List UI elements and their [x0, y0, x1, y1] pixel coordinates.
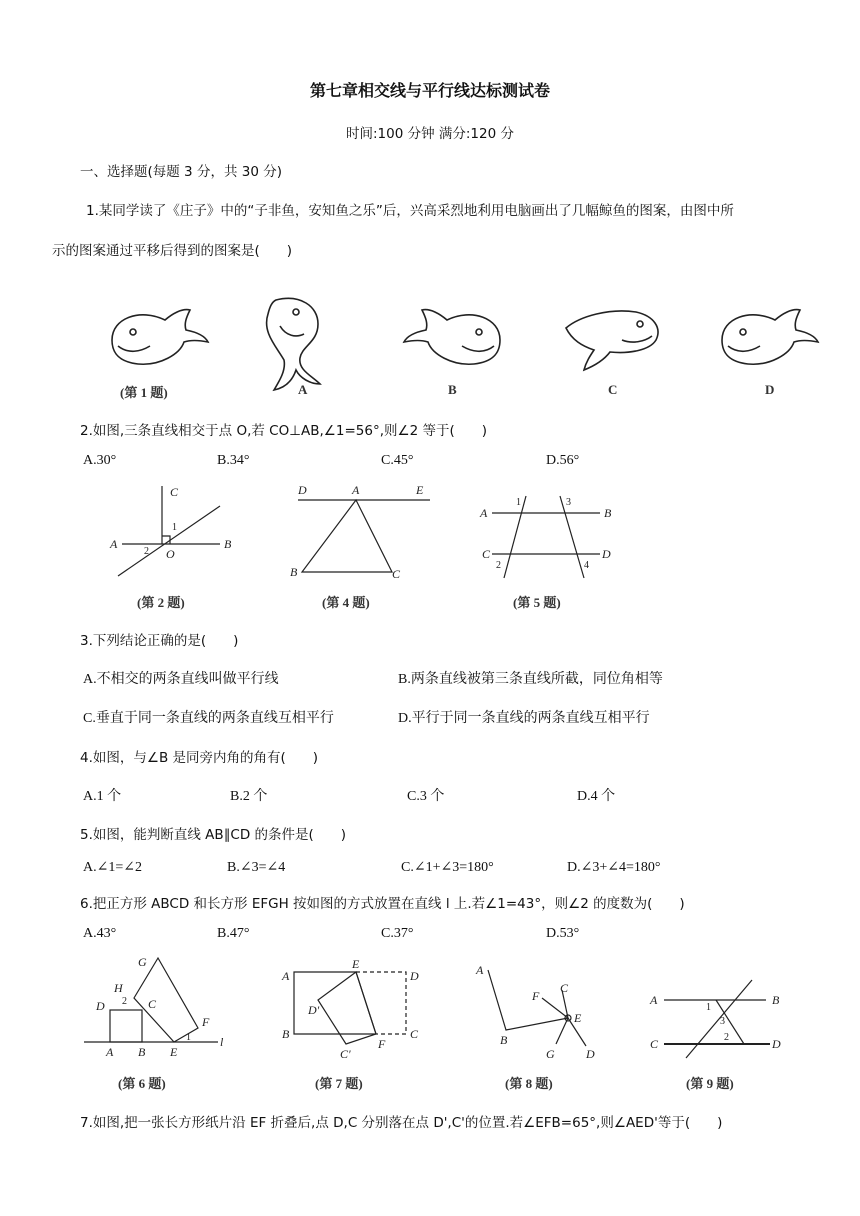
label-a: A — [106, 1045, 114, 1059]
label-d: D — [586, 1047, 595, 1061]
caption-q2: (第 2 题) — [137, 595, 185, 610]
q4-option-d[interactable]: D.4 个 — [577, 789, 616, 804]
section-heading: 一、选择题(每题 3 分，共 30 分) — [80, 164, 282, 180]
label-f: F — [378, 1037, 386, 1051]
whale-option-b — [404, 310, 500, 365]
label-e: E — [170, 1045, 178, 1059]
label-d: D — [410, 969, 419, 983]
q3-text: 3.下列结论正确的是( ) — [80, 633, 239, 649]
q5-option-b[interactable]: B.∠3=∠4 — [227, 860, 286, 875]
label-g: G — [138, 955, 147, 969]
q1-caption: (第 1 题) — [120, 385, 168, 400]
q1-label-a: A — [298, 382, 308, 397]
fig-q5 — [478, 488, 628, 588]
label-l: l — [220, 1035, 224, 1049]
q4-option-b[interactable]: B.2 个 — [230, 789, 268, 804]
label-c: C — [650, 1037, 659, 1051]
label-b: B — [138, 1045, 146, 1059]
angle-1: 1 — [706, 1002, 711, 1013]
q2-option-d[interactable]: D.56° — [546, 453, 580, 468]
angle-1: 1 — [186, 1032, 191, 1043]
q4-option-a[interactable]: A.1 个 — [83, 789, 122, 804]
label-d: D — [298, 483, 307, 497]
label-c-prime: C' — [340, 1047, 351, 1061]
label-b: B — [500, 1033, 508, 1047]
label-f: F — [202, 1015, 210, 1029]
q2-option-b[interactable]: B.34° — [217, 453, 250, 468]
caption-q7: (第 7 题) — [315, 1076, 363, 1091]
label-d: D — [96, 999, 105, 1013]
caption-q5: (第 5 题) — [513, 595, 561, 610]
q3-option-b[interactable]: B.两条直线被第三条直线所截，同位角相等 — [398, 672, 663, 687]
q3-option-c[interactable]: C.垂直于同一条直线的两条直线互相平行 — [83, 711, 334, 726]
angle-2: 2 — [724, 1032, 729, 1043]
label-b: B — [290, 565, 298, 579]
label-d-prime: D' — [308, 1003, 320, 1017]
q2-text: 2.如图,三条直线相交于点 O,若 CO⊥AB,∠1=56°,则∠2 等于( ) — [80, 423, 488, 439]
caption-q4: (第 4 题) — [322, 595, 370, 610]
fig-q9 — [648, 962, 798, 1062]
q1-text-line2: 示的图案通过平移后得到的图案是( ) — [52, 243, 293, 259]
angle-2: 2 — [144, 546, 149, 557]
label-a: A — [110, 537, 118, 551]
label-c: C — [560, 981, 569, 995]
label-d: D — [772, 1037, 781, 1051]
q5-option-d[interactable]: D.∠3+∠4=180° — [567, 860, 661, 875]
label-e: E — [416, 483, 424, 497]
whale-option-a — [267, 298, 320, 390]
label-a: A — [282, 969, 290, 983]
q4-text: 4.如图，与∠B 是同旁内角的角有( ) — [80, 750, 319, 766]
label-e: E — [574, 1011, 582, 1025]
label-b: B — [604, 506, 612, 520]
label-h: H — [114, 981, 123, 995]
label-o: O — [166, 547, 175, 561]
angle-2: 2 — [496, 560, 501, 571]
q6-option-b[interactable]: B.47° — [217, 926, 250, 941]
q3-option-d[interactable]: D.平行于同一条直线的两条直线互相平行 — [398, 711, 650, 726]
label-f: F — [532, 989, 540, 1003]
angle-4: 4 — [584, 560, 589, 571]
label-e: E — [352, 957, 360, 971]
label-a: A — [352, 483, 360, 497]
angle-3: 3 — [720, 1016, 725, 1027]
angle-1: 1 — [172, 522, 177, 533]
q6-text: 6.把正方形 ABCD 和长方形 EFGH 按如图的方式放置在直线 l 上.若∠1=43°，则∠2 的度数为( ) — [80, 896, 685, 912]
q6-option-d[interactable]: D.53° — [546, 926, 580, 941]
label-b: B — [772, 993, 780, 1007]
q5-option-a[interactable]: A.∠1=∠2 — [83, 860, 142, 875]
q2-option-a[interactable]: A.30° — [83, 453, 117, 468]
q2-option-c[interactable]: C.45° — [381, 453, 414, 468]
angle-2: 2 — [122, 996, 127, 1007]
q1-text-line1: 1.某同学读了《庄子》中的“子非鱼，安知鱼之乐”后，兴高采烈地利用电脑画出了几幅鲸鱼的图案，由图中所 — [86, 203, 734, 219]
fig-q6 — [82, 950, 232, 1060]
whale-original — [112, 310, 208, 365]
fig-q4 — [290, 482, 440, 582]
page-title: 第七章相交线与平行线达标测试卷 — [309, 81, 550, 100]
q6-option-c[interactable]: C.37° — [381, 926, 414, 941]
label-g: G — [546, 1047, 555, 1061]
label-c: C — [170, 485, 179, 499]
q1-label-d: D — [765, 382, 775, 397]
label-d: D — [602, 547, 611, 561]
angle-1: 1 — [516, 497, 521, 508]
q5-text: 5.如图，能判断直线 AB∥CD 的条件是( ) — [80, 827, 347, 843]
label-c: C — [482, 547, 491, 561]
label-c: C — [148, 997, 157, 1011]
exam-info: 时间:100 分钟 满分:120 分 — [345, 126, 514, 142]
label-a: A — [480, 506, 488, 520]
caption-q6: (第 6 题) — [118, 1076, 166, 1091]
label-c: C — [392, 567, 401, 581]
q1-label-c: C — [608, 382, 618, 397]
whale-option-c — [566, 311, 658, 370]
label-b: B — [282, 1027, 290, 1041]
fig-q2 — [100, 480, 240, 590]
q3-option-a[interactable]: A.不相交的两条直线叫做平行线 — [83, 672, 279, 687]
angle-3: 3 — [566, 497, 571, 508]
fig-q7 — [280, 957, 430, 1062]
q5-option-c[interactable]: C.∠1+∠3=180° — [401, 860, 494, 875]
caption-q8: (第 8 题) — [505, 1076, 553, 1091]
label-c: C — [410, 1027, 419, 1041]
caption-q9: (第 9 题) — [686, 1076, 734, 1091]
label-a: A — [650, 993, 658, 1007]
q6-option-a[interactable]: A.43° — [83, 926, 117, 941]
label-b: B — [224, 537, 232, 551]
q1-label-b: B — [448, 382, 457, 397]
q7-text: 7.如图,把一张长方形纸片沿 EF 折叠后,点 D,C 分别落在点 D',C'的位置.若∠EFB=65°,则∠AED'等于( ) — [80, 1115, 723, 1131]
fig-q8 — [470, 960, 610, 1060]
q4-option-c[interactable]: C.3 个 — [407, 789, 445, 804]
label-a: A — [476, 963, 484, 977]
whale-option-d — [722, 310, 818, 365]
